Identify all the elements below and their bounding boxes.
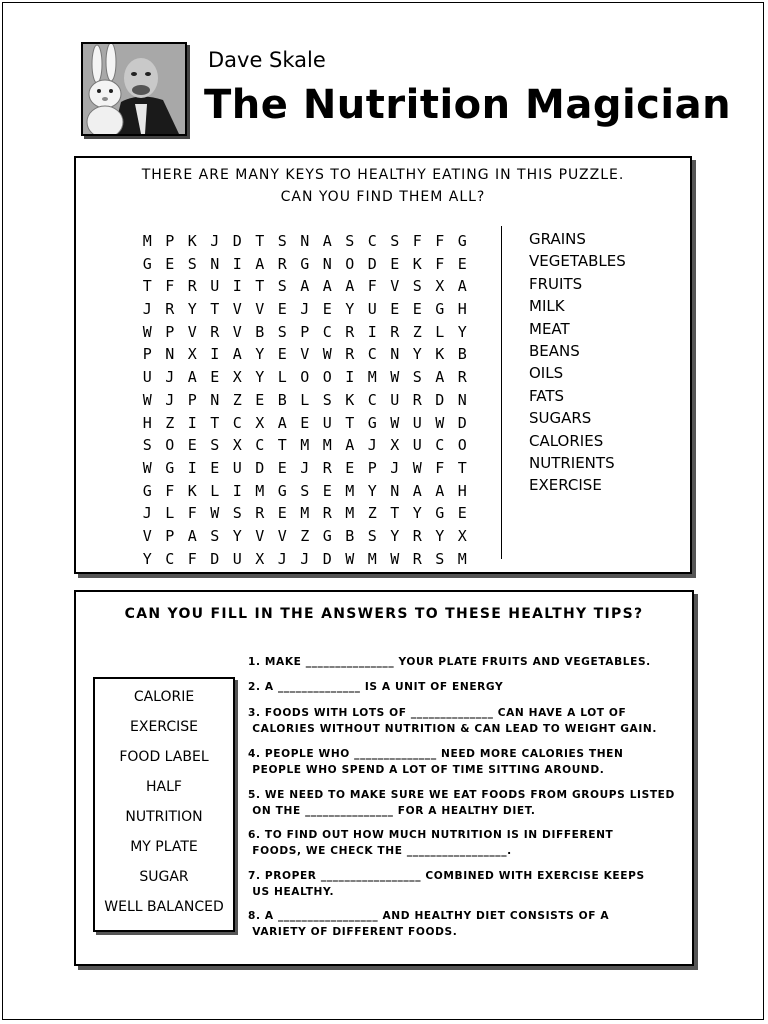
grid-letter: P <box>300 322 310 341</box>
grid-letter: R <box>322 458 332 477</box>
grid-letter: U <box>412 413 422 432</box>
grid-letter: B <box>277 390 287 409</box>
puzzle-intro-line-2: CAN YOU FIND THEM ALL? <box>280 189 486 205</box>
grid-letter: E <box>345 458 355 477</box>
grid-row <box>136 434 474 457</box>
grid-letter: S <box>367 526 377 545</box>
grid-letter: I <box>345 368 355 387</box>
grid-letter: A <box>255 254 265 273</box>
grid-letter: J <box>300 300 310 319</box>
grid-row <box>136 548 474 571</box>
grid-letter: G <box>277 481 287 500</box>
grid-letter: M <box>142 232 152 250</box>
word-list-item: OILS <box>529 364 564 383</box>
grid-letter: W <box>390 549 400 568</box>
grid-letter: J <box>142 504 152 523</box>
grid-letter: A <box>277 413 287 432</box>
author-name: Dave Skale <box>208 48 326 72</box>
grid-letter: Y <box>390 526 400 545</box>
grid-letter: R <box>255 504 265 523</box>
grid-letter: J <box>367 436 377 455</box>
grid-letter: J <box>165 390 175 409</box>
magician-with-rabbit-image <box>83 44 185 134</box>
grid-letter: D <box>322 549 332 568</box>
grid-letter: E <box>390 254 400 273</box>
tip-7-cont: US HEALTHY. <box>248 886 335 898</box>
grid-letter: M <box>300 504 310 523</box>
grid-letter: R <box>322 504 332 523</box>
grid-letter: D <box>232 232 242 250</box>
grid-letter: V <box>187 322 197 341</box>
grid-letter: K <box>345 390 355 409</box>
grid-letter: U <box>232 549 242 568</box>
grid-letter: B <box>457 345 467 364</box>
letter-grid <box>136 230 474 570</box>
grid-letter: C <box>232 413 242 432</box>
grid-letter: I <box>232 277 242 296</box>
tip-6: 6. TO FIND OUT HOW MUCH NUTRITION IS IN DIFFERENT <box>248 829 614 841</box>
grid-letter: R <box>390 322 400 341</box>
grid-letter: R <box>345 345 355 364</box>
grid-letter: R <box>412 390 422 409</box>
grid-letter: Z <box>412 322 422 341</box>
grid-letter: U <box>390 390 400 409</box>
grid-letter: F <box>165 277 175 296</box>
grid-letter: Y <box>412 345 422 364</box>
word-list-item: NUTRIENTS <box>529 453 615 472</box>
grid-letter: A <box>322 232 332 250</box>
grid-letter: S <box>277 232 287 250</box>
answer-item: MY PLATE <box>130 839 198 855</box>
word-list-item: FATS <box>529 386 565 405</box>
answer-item: CALORIE <box>133 689 195 705</box>
grid-letter: P <box>165 322 175 341</box>
grid-letter: G <box>322 526 332 545</box>
grid-letter: J <box>165 368 175 387</box>
grid-row <box>136 253 474 276</box>
grid-letter: Y <box>255 345 265 364</box>
word-list-item: VEGETABLES <box>529 252 626 271</box>
grid-letter: A <box>345 277 355 296</box>
grid-letter: C <box>255 436 265 455</box>
grid-letter: I <box>187 458 197 477</box>
grid-letter: R <box>187 277 197 296</box>
grid-letter: T <box>210 413 220 432</box>
grid-letter: F <box>187 549 197 568</box>
tip-6-cont: FOODS, WE CHECK THE _________________. <box>248 845 512 857</box>
puzzle-intro-line-1: THERE ARE MANY KEYS TO HEALTHY EATING IN THIS PUZZLE. <box>141 167 625 183</box>
grid-letter: M <box>255 481 265 500</box>
grid-letter: H <box>457 481 467 500</box>
grid-letter: A <box>435 481 445 500</box>
grid-letter: X <box>255 413 265 432</box>
grid-letter: P <box>187 390 197 409</box>
grid-letter: S <box>300 481 310 500</box>
grid-letter: F <box>165 481 175 500</box>
grid-letter: V <box>277 526 287 545</box>
grid-letter: P <box>142 345 152 364</box>
answer-item: FOOD LABEL <box>119 749 209 765</box>
grid-letter: Y <box>367 481 377 500</box>
grid-letter: M <box>457 549 467 568</box>
grid-letter: W <box>412 458 422 477</box>
grid-letter: Z <box>165 413 175 432</box>
grid-letter: M <box>322 436 332 455</box>
grid-letter: A <box>412 481 422 500</box>
answer-item: EXERCISE <box>130 719 198 735</box>
grid-letter: R <box>412 549 422 568</box>
grid-letter: T <box>457 458 467 477</box>
grid-letter: E <box>187 436 197 455</box>
tip-4: 4. PEOPLE WHO ______________ NEED MORE CALORIES THEN <box>248 748 624 760</box>
grid-letter: J <box>277 549 287 568</box>
grid-letter: K <box>435 345 445 364</box>
grid-letter: J <box>210 232 220 250</box>
grid-row <box>136 366 474 389</box>
grid-row <box>136 298 474 321</box>
grid-letter: N <box>210 390 220 409</box>
grid-letter: F <box>435 458 445 477</box>
grid-letter: M <box>367 368 377 387</box>
tip-3-cont: CALORIES WITHOUT NUTRITION & CAN LEAD TO WEIGHT GAIN. <box>248 723 657 735</box>
grid-letter: S <box>232 504 242 523</box>
grid-letter: E <box>457 504 467 523</box>
grid-letter: R <box>277 254 287 273</box>
grid-letter: D <box>435 390 445 409</box>
grid-letter: J <box>142 300 152 319</box>
grid-letter: J <box>300 458 310 477</box>
word-list-item: BEANS <box>529 341 580 360</box>
grid-letter: V <box>232 300 242 319</box>
grid-letter: S <box>277 322 287 341</box>
grid-letter: Z <box>232 390 242 409</box>
grid-letter: K <box>187 481 197 500</box>
grid-letter: B <box>255 322 265 341</box>
grid-letter: X <box>187 345 197 364</box>
grid-letter: M <box>345 481 355 500</box>
grid-letter: T <box>255 232 265 250</box>
author-photo <box>81 42 187 136</box>
grid-letter: G <box>142 254 152 273</box>
fill-in-panel <box>74 590 694 966</box>
grid-letter: H <box>457 300 467 319</box>
grid-letter: Y <box>142 549 152 568</box>
grid-letter: Y <box>345 300 355 319</box>
grid-letter: G <box>300 254 310 273</box>
word-list-item: SUGARS <box>529 409 592 428</box>
answer-item: WELL BALANCED <box>104 899 224 915</box>
grid-letter: O <box>165 436 175 455</box>
grid-letter: M <box>367 549 377 568</box>
grid-letter: J <box>390 458 400 477</box>
page-title: The Nutrition Magician <box>204 82 732 128</box>
grid-letter: C <box>367 345 377 364</box>
tip-1: 1. MAKE _______________ YOUR PLATE FRUITS AND VEGETABLES. <box>248 656 651 668</box>
grid-letter: S <box>210 436 220 455</box>
grid-letter: U <box>367 300 377 319</box>
grid-letter: S <box>277 277 287 296</box>
grid-letter: S <box>210 526 220 545</box>
grid-letter: E <box>457 254 467 273</box>
grid-letter: X <box>255 549 265 568</box>
grid-letter: N <box>165 345 175 364</box>
grid-letter: E <box>322 481 332 500</box>
grid-row <box>136 230 474 253</box>
grid-letter: M <box>300 436 310 455</box>
grid-letter: S <box>435 549 445 568</box>
grid-letter: E <box>165 254 175 273</box>
grid-letter: U <box>232 458 242 477</box>
tip-7: 7. PROPER _________________ COMBINED WITH EXERCISE KEEPS <box>248 870 645 882</box>
grid-letter: Z <box>300 526 310 545</box>
grid-letter: P <box>165 526 175 545</box>
grid-letter: I <box>210 345 220 364</box>
grid-letter: P <box>165 232 175 250</box>
word-list-item: MEAT <box>529 319 570 338</box>
tip-5-cont: ON THE _______________ FOR A HEALTHY DIET. <box>248 805 536 817</box>
grid-letter: V <box>142 526 152 545</box>
grid-letter: W <box>142 390 152 409</box>
grid-letter: T <box>390 504 400 523</box>
grid-letter: A <box>345 436 355 455</box>
answer-bank <box>93 677 235 932</box>
answer-item: HALF <box>146 779 182 795</box>
grid-letter: L <box>435 322 445 341</box>
grid-letter: Y <box>232 526 242 545</box>
grid-letter: E <box>322 300 332 319</box>
word-list-item: CALORIES <box>529 431 604 450</box>
grid-letter: I <box>232 254 242 273</box>
grid-letter: N <box>390 345 400 364</box>
grid-letter: N <box>390 481 400 500</box>
grid-letter: W <box>142 458 152 477</box>
grid-letter: L <box>277 368 287 387</box>
grid-letter: W <box>390 368 400 387</box>
grid-letter: G <box>435 300 445 319</box>
grid-letter: E <box>412 300 422 319</box>
grid-letter: O <box>300 368 310 387</box>
grid-letter: D <box>210 549 220 568</box>
grid-letter: E <box>277 458 287 477</box>
grid-letter: R <box>210 322 220 341</box>
answer-item: NUTRITION <box>125 809 203 825</box>
grid-letter: O <box>457 436 467 455</box>
grid-row <box>136 321 474 344</box>
grid-row <box>136 480 474 503</box>
grid-letter: F <box>412 232 422 250</box>
word-list-item: MILK <box>529 297 565 316</box>
grid-letter: N <box>300 232 310 250</box>
grid-letter: F <box>435 232 445 250</box>
grid-letter: X <box>390 436 400 455</box>
grid-letter: R <box>457 368 467 387</box>
grid-letter: S <box>322 390 332 409</box>
grid-letter: I <box>187 413 197 432</box>
grid-letter: C <box>435 436 445 455</box>
grid-letter: V <box>300 345 310 364</box>
grid-row <box>136 389 474 412</box>
grid-letter: W <box>345 549 355 568</box>
tip-4-cont: PEOPLE WHO SPEND A LOT OF TIME SITTING AROUND. <box>248 764 605 776</box>
grid-letter: L <box>300 390 310 409</box>
grid-letter: A <box>187 368 197 387</box>
word-list <box>529 228 626 497</box>
grid-letter: R <box>165 300 175 319</box>
grid-letter: F <box>367 277 377 296</box>
grid-letter: X <box>457 526 467 545</box>
grid-letter: E <box>277 345 287 364</box>
word-list-item: FRUITS <box>529 274 583 293</box>
grid-letter: D <box>457 413 467 432</box>
grid-letter: N <box>322 254 332 273</box>
grid-letter: S <box>390 232 400 250</box>
grid-letter: F <box>435 254 445 273</box>
grid-letter: G <box>367 413 377 432</box>
grid-letter: X <box>232 436 242 455</box>
grid-letter: E <box>390 300 400 319</box>
grid-row <box>136 457 474 480</box>
grid-letter: A <box>457 277 467 296</box>
grid-letter: C <box>165 549 175 568</box>
grid-letter: C <box>322 322 332 341</box>
fill-in-title: CAN YOU FILL IN THE ANSWERS TO THESE HEALTHY TIPS? <box>124 606 644 622</box>
grid-letter: S <box>412 368 422 387</box>
grid-letter: V <box>390 277 400 296</box>
grid-row <box>136 275 474 298</box>
grid-letter: W <box>390 413 400 432</box>
grid-letter: U <box>322 413 332 432</box>
grid-letter: T <box>277 436 287 455</box>
grid-letter: R <box>345 322 355 341</box>
grid-letter: A <box>232 345 242 364</box>
grid-letter: E <box>210 458 220 477</box>
grid-letter: A <box>187 526 197 545</box>
answer-item: SUGAR <box>139 869 189 885</box>
grid-letter: E <box>300 413 310 432</box>
grid-letter: I <box>232 481 242 500</box>
grid-letter: E <box>277 300 287 319</box>
grid-letter: A <box>300 277 310 296</box>
grid-letter: D <box>367 254 377 273</box>
grid-letter: S <box>142 436 152 455</box>
grid-letter: W <box>322 345 332 364</box>
grid-letter: Y <box>187 300 197 319</box>
grid-letter: M <box>345 504 355 523</box>
word-list-item: GRAINS <box>529 230 586 248</box>
grid-letter: G <box>435 504 445 523</box>
grid-letter: J <box>300 549 310 568</box>
grid-letter: Y <box>435 526 445 545</box>
grid-letter: X <box>232 368 242 387</box>
grid-letter: S <box>345 232 355 250</box>
grid-letter: E <box>210 368 220 387</box>
grid-letter: T <box>210 300 220 319</box>
grid-letter: O <box>345 254 355 273</box>
grid-letter: Z <box>367 504 377 523</box>
grid-letter: W <box>142 322 152 341</box>
grid-letter: Y <box>255 368 265 387</box>
grid-letter: A <box>435 368 445 387</box>
grid-letter: V <box>232 322 242 341</box>
grid-letter: L <box>210 481 220 500</box>
grid-letter: E <box>255 390 265 409</box>
grid-letter: O <box>322 368 332 387</box>
grid-letter: L <box>165 504 175 523</box>
divider <box>501 226 502 559</box>
grid-letter: U <box>210 277 220 296</box>
grid-letter: T <box>255 277 265 296</box>
grid-letter: T <box>345 413 355 432</box>
tip-2: 2. A ______________ IS A UNIT OF ENERGY <box>248 681 504 693</box>
grid-letter: K <box>412 254 422 273</box>
grid-letter: N <box>457 390 467 409</box>
word-list-item: EXERCISE <box>529 476 602 495</box>
grid-letter: I <box>367 322 377 341</box>
grid-letter: V <box>255 526 265 545</box>
tip-8: 8. A _________________ AND HEALTHY DIET CONSISTS OF A <box>248 910 610 922</box>
grid-letter: S <box>412 277 422 296</box>
grid-letter: C <box>367 390 377 409</box>
grid-letter: T <box>142 277 152 296</box>
grid-letter: C <box>367 232 377 250</box>
grid-letter: G <box>142 481 152 500</box>
grid-letter: Y <box>412 504 422 523</box>
grid-row <box>136 502 474 525</box>
grid-letter: R <box>412 526 422 545</box>
grid-row <box>136 343 474 366</box>
grid-letter: P <box>367 458 377 477</box>
grid-letter: H <box>142 413 152 432</box>
grid-letter: W <box>210 504 220 523</box>
grid-letter: V <box>255 300 265 319</box>
grid-letter: G <box>457 232 467 250</box>
grid-letter: K <box>187 232 197 250</box>
grid-letter: S <box>187 254 197 273</box>
grid-letter: B <box>345 526 355 545</box>
tip-5: 5. WE NEED TO MAKE SURE WE EAT FOODS FROM GROUPS LISTED <box>248 789 675 801</box>
tip-3: 3. FOODS WITH LOTS OF ______________ CAN HAVE A LOT OF <box>248 707 627 719</box>
grid-letter: D <box>255 458 265 477</box>
grid-letter: W <box>435 413 445 432</box>
grid-letter: G <box>165 458 175 477</box>
tip-8-cont: VARIETY OF DIFFERENT FOODS. <box>248 926 458 938</box>
word-search-panel <box>74 156 692 574</box>
grid-letter: E <box>277 504 287 523</box>
grid-letter: X <box>435 277 445 296</box>
grid-row <box>136 525 474 548</box>
grid-row <box>136 412 474 435</box>
grid-letter: N <box>210 254 220 273</box>
grid-letter: U <box>412 436 422 455</box>
grid-letter: Y <box>457 322 467 341</box>
grid-letter: A <box>322 277 332 296</box>
grid-letter: U <box>142 368 152 387</box>
grid-letter: F <box>187 504 197 523</box>
